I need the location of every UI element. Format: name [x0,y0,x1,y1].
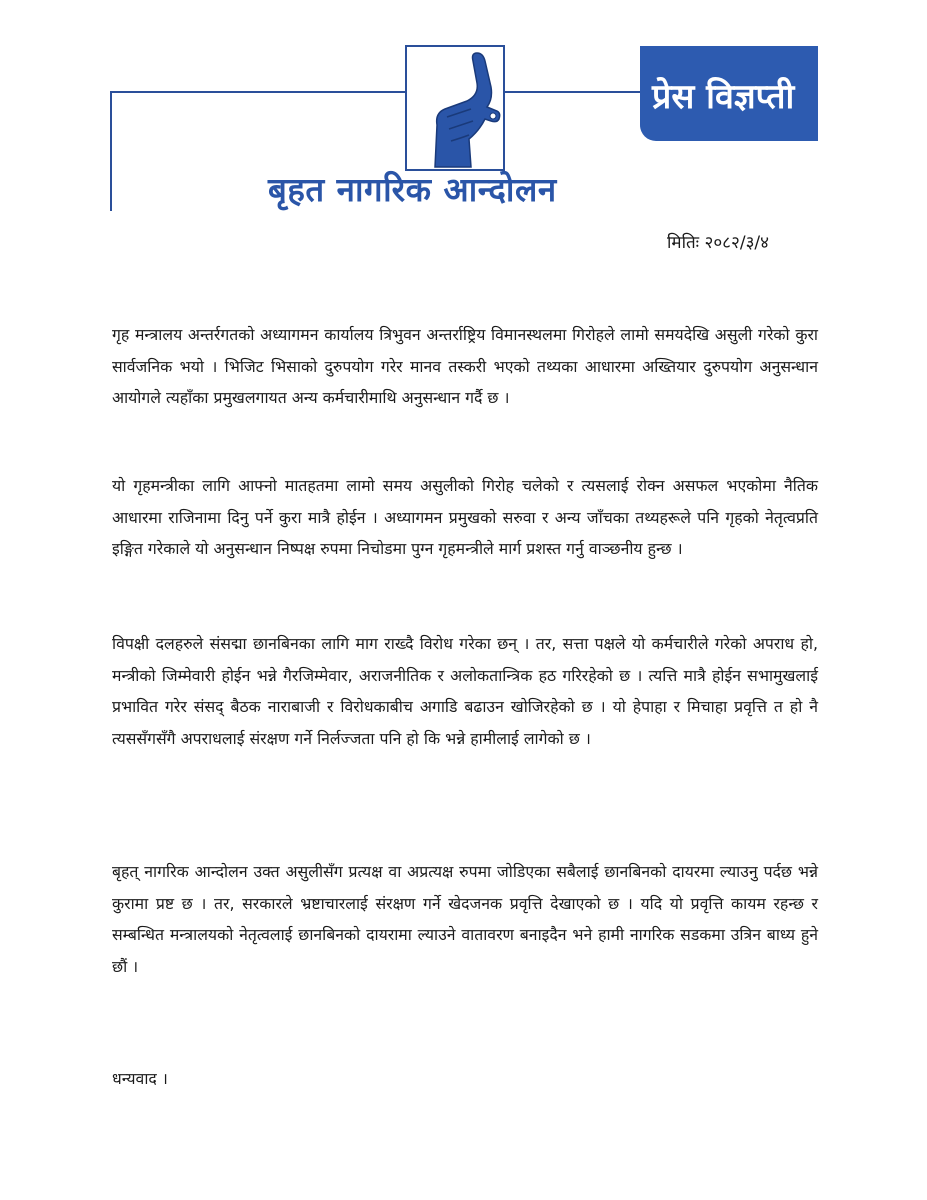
press-release-label: प्रेस विज्ञप्ती [652,77,795,117]
organization-name: बृहत नागरिक आन्दोलन [268,170,557,209]
paragraph-3: विपक्षी दलहरुले संसद्मा छानबिनका लागि माग राख्दै विरोध गरेका छन् । तर, सत्ता पक्षले यो कर्मचारीले गरेको अपराध हो, मन्त्रीको जिम्मेवारी होईन भन्ने गैरजिम्मेवार, अराजनीतिक र अलोकतान्त्रिक हठ गरिरहेको छ । त्यत्ति मात्रै होईन सभामुखलाई प्रभावित गरेर संसद् बैठक नाराबाजी र विरोधकाबीच अगाडि बढाउन खोजिरहेको छ । यो हेपाहा र मिचाहा प्रवृत्ति त हो नै त्यससँगसँगै अपराधलाई संरक्षण गर्ने निर्लज्जता पनि हो कि भन्ने हामीलाई लागेको छ । [112,634,818,748]
closing-thanks: धन्यवाद । [112,1069,168,1088]
paragraph-2: यो गृहमन्त्रीका लागि आफ्नो मातहतमा लामो समय असुलीको गिरोह चलेको र त्यसलाई रोक्न असफल भएकोमा नैतिक आधारमा राजिनामा दिनु पर्ने कुरा मात्रै होईन । अध्यागमन प्रमुखको सरुवा र अन्य जाँचका तथ्यहरूले पनि गृहको नेतृत्वप्रति इङ्गित गरेकाले यो अनुसन्धान निष्पक्ष रुपमा निचोडमा पुग्न गृहमन्त्रीले मार्ग प्रशस्त गर्नु वाञ्छनीय हुन्छ । [112,476,818,558]
date-line: मितिः २०८२/३/४ [667,233,769,253]
header-frame-left-line [110,91,112,211]
paragraph-4: बृहत् नागरिक आन्दोलन उक्त असुलीसँग प्रत्यक्ष वा अप्रत्यक्ष रुपमा जोडिएका सबैलाई छानबिनको दायरमा ल्याउनु पर्दछ भन्ने कुरामा प्रष्ट छ । तर, सरकारले भ्रष्टाचारलाई संरक्षण गर्ने खेदजनक प्रवृत्ति देखाएको छ । यदि यो प्रवृत्ति कायम रहन्छ र सम्बन्धित मन्त्रालयको नेतृत्वलाई छानबिनको दायरामा ल्याउने वातावरण बनाइदैन भने हामी नागरिक सडकमा उत्रिन बाध्य हुने छौं । [112,862,818,976]
paragraph-1: गृह मन्त्रालय अन्तर्रगतको अध्यागमन कार्यालय त्रिभुवन अन्तर्राष्ट्रिय विमानस्थलमा गिरोहले लामो समयदेखि असुली गरेको कुरा सार्वजनिक भयो । भिजिट भिसाको दुरुपयोग गरेर मानव तस्करी भएको तथ्यका आधारमा अख्तियार दुरुपयोग अनुसन्धान आयोगले त्यहाँका प्रमुखलगायत अन्य कर्मचारीमाथि अनुसन्धान गर्दै छ । [112,325,818,407]
pointing-hand-logo-icon [407,47,503,169]
organization-logo [405,45,505,171]
